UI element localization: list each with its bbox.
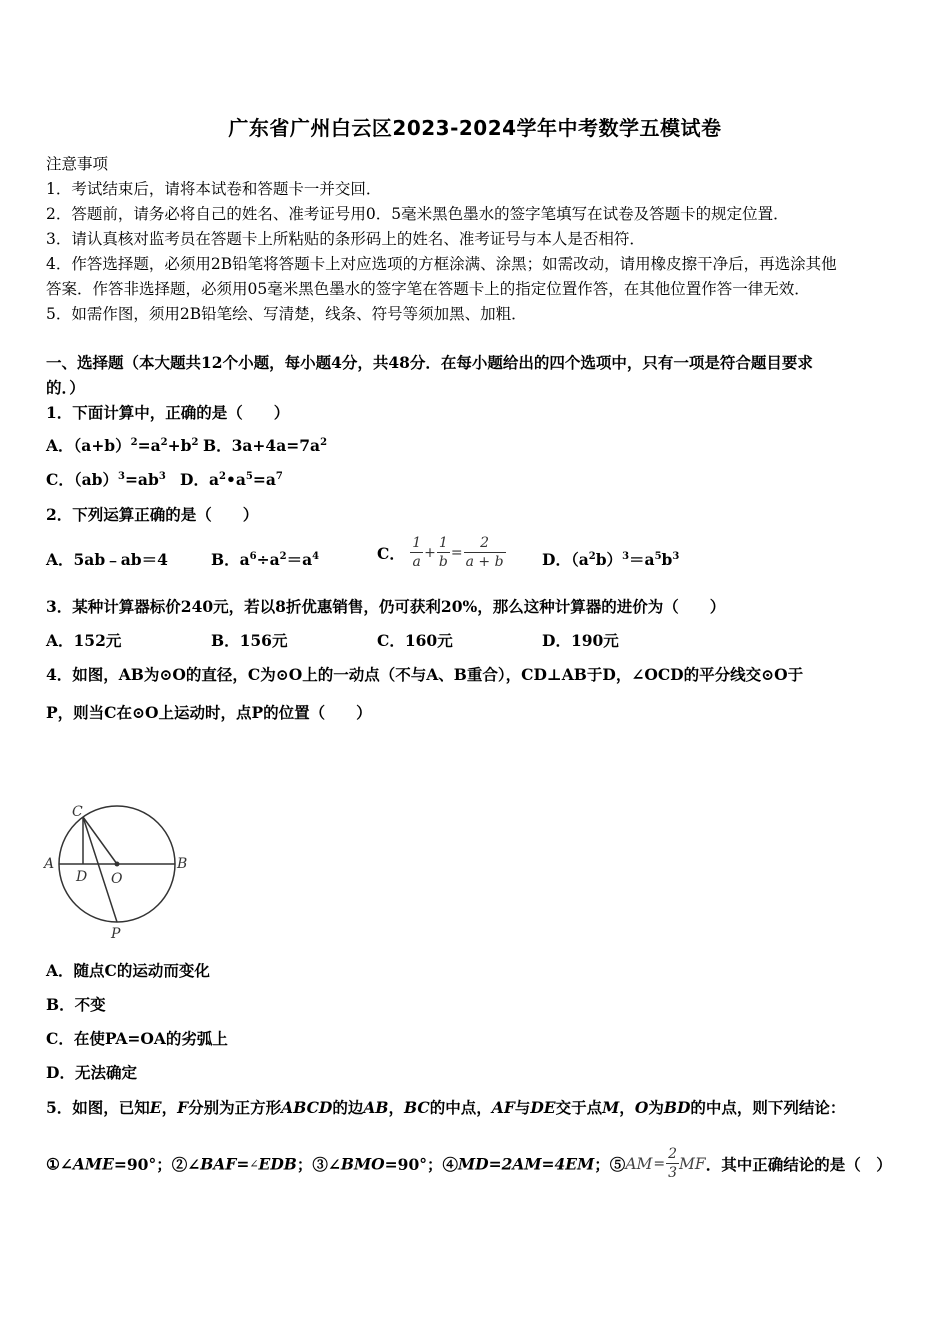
notice-heading: 注意事项	[46, 155, 109, 173]
label-p: P	[111, 926, 121, 942]
center-point-o	[115, 862, 120, 867]
notice-item: 答案．作答非选择题，必须用05毫米黑色墨水的签字笔在答题卡上的指定位置作答，在其他位置作答一律无效．	[46, 280, 810, 298]
q3-option-c: C．160元	[377, 631, 453, 650]
question-4-stem-cont: P，则当C在⊙O上运动时，点P的位置（ ）	[46, 703, 372, 722]
label-b: B	[177, 856, 188, 872]
fraction: $\frac{2}{3}$	[668, 1146, 678, 1181]
q2-option-d: D．$(a^2b)^3=a^5b^3$	[542, 550, 680, 569]
question-3-stem: 3．某种计算器标价240元，若以8折优惠销售，仍可获利20%，那么这种计算器的进价为（ ）	[46, 597, 726, 616]
segment-co	[83, 817, 117, 864]
notice-item: 4．作答选择题，必须用2B铅笔将答题卡上对应选项的方框涂满、涂黑；如需改动，请用橡皮擦干净后，再选涂其他	[46, 255, 837, 273]
section-heading-cont: 的．）	[46, 378, 85, 397]
q3-option-a: A．152元	[46, 631, 122, 650]
question-4-stem: 4．如图，AB为⊙O的直径，C为⊙O上的一动点（不与A、B重合），CD⊥AB于D，∠OCD的平分线交⊙O于	[46, 665, 804, 684]
question-5-conclusions: ①∠AME=90°；②∠BAF=∠EDB；③∠BMO=90°；④MD=2AM=4EM；⑤AM= $\frac{2}{3}$ MF．其中正确结论的是（ ）	[46, 1146, 892, 1181]
fraction: $\frac{1}{b}$	[438, 535, 448, 570]
circle-diagram	[40, 800, 200, 945]
label-o: O	[111, 871, 123, 887]
page-title: 广东省广州白云区2023-2024学年中考数学五模试卷	[228, 116, 722, 140]
notice-item: 3．请认真核对监考员在答题卡上所粘贴的条形码上的姓名、准考证号与本人是否相符．	[46, 230, 645, 248]
label-c: C	[72, 804, 83, 820]
q2-option-a: A．5ab﹣ab＝4	[46, 550, 168, 569]
q2-option-b: B．$a^6\div a^2=a^4$	[211, 550, 320, 569]
q1-option-a: A．$(a+b)^2=a^2+b^2$	[46, 436, 199, 455]
q2-option-c: C． $\frac{1}{a}$ + $\frac{1}{b}$ = $\frac{2}{a + b}$	[377, 535, 504, 570]
fraction: $\frac{1}{a}$	[412, 535, 422, 570]
notice-item: 5．如需作图，须用2B铅笔绘、写清楚，线条、符号等须加黑、加粗．	[46, 305, 527, 323]
q3-option-b: B．156元	[211, 631, 288, 650]
label-d: D	[76, 869, 88, 885]
q4-option-a: A．随点C的运动而变化	[46, 961, 210, 980]
question-5-stem: 5．如图，已知E，F分别为正方形ABCD的边AB，BC的中点，AF与DE交于点M，O为BD的中点，则下列结论：	[46, 1098, 846, 1117]
question-1-stem: 1．下面计算中，正确的是（ ）	[46, 403, 290, 422]
section-heading: 一、选择题（本大题共12个小题，每小题4分，共48分．在每小题给出的四个选项中，只有一项是符合题目要求	[46, 353, 813, 372]
q4-option-b: B．不变	[46, 995, 106, 1014]
notice-item: 1．考试结束后，请将本试卷和答题卡一并交回．	[46, 180, 382, 198]
q1-option-b: B．$3a+4a=7a^2$	[203, 436, 328, 455]
notice-item: 2．答题前，请务必将自己的姓名、准考证号用0．5毫米黑色墨水的签字笔填写在试卷及答题卡的规定位置．	[46, 205, 789, 223]
question-2-stem: 2．下列运算正确的是（ ）	[46, 505, 259, 524]
segment-cp	[83, 817, 117, 922]
label-a: A	[44, 856, 55, 872]
q4-option-d: D．无法确定	[46, 1063, 137, 1082]
q3-option-d: D．190元	[542, 631, 619, 650]
q1-option-d: D．$a^2•a^5=a^7$	[180, 470, 283, 489]
q1-option-c: C．$(ab)^3=ab^3$	[46, 470, 166, 489]
fraction: $\frac{2}{a + b}$	[465, 535, 504, 570]
q4-option-c: C．在使PA=OA的劣弧上	[46, 1029, 228, 1048]
